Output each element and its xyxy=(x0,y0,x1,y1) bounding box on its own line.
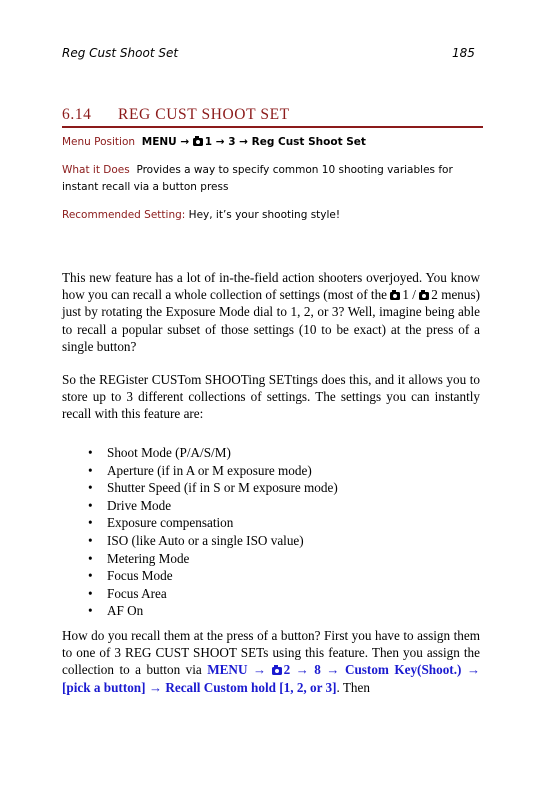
recommended-label: Recommended Setting: xyxy=(62,209,186,221)
paragraph-3-part-d: . Then xyxy=(336,679,370,695)
section-heading xyxy=(62,106,483,124)
list-item: • Focus Area xyxy=(88,585,338,603)
menu-position-path-end: 1 → 3 → Reg Cust Shoot Set xyxy=(204,136,366,148)
list-item: • Shoot Mode (P/A/S/M) xyxy=(88,444,338,462)
section-number: 6.14 xyxy=(62,106,92,123)
page-number: 185 xyxy=(452,46,475,60)
settings-bullet-list xyxy=(88,444,338,620)
list-item: • Focus Mode xyxy=(88,567,338,585)
what-it-does-label: What it Does xyxy=(62,164,130,176)
paragraph-1-part-a: This new feature has a lot of in-the-field action shooters overjoyed. You know how you can recall a whole collection of settings (most of the xyxy=(62,270,480,303)
recommended-setting xyxy=(62,207,482,224)
paragraph-1-part-c: 2 menus) just by rotating the Exposure Mode dial to 1, 2, or 3? Well, imagine being able to recall a popular subset of those settings (10 to be exact) at the press of a single button? xyxy=(62,287,481,354)
camera-icon xyxy=(272,667,282,675)
paragraph-3-part-a: How do you recall them at the press of a button? First you have to assign them to one of 3 REG CUST SHOOT SETs using this feature. Then you assign the collection to a button via xyxy=(62,628,480,678)
running-header-title: Reg Cust Shoot Set xyxy=(62,46,179,60)
list-item: • AF On xyxy=(88,602,338,620)
menu-position-line xyxy=(62,134,482,151)
list-item: • ISO (like Auto or a single ISO value) xyxy=(88,532,338,550)
list-item: • Metering Mode xyxy=(88,550,338,568)
what-it-does xyxy=(62,162,482,196)
what-it-does-text: Provides a way to specify common 10 shooting variables for instant recall via a button press xyxy=(62,164,453,193)
list-item: • Shutter Speed (if in S or M exposure mode) xyxy=(88,479,338,497)
camera-icon xyxy=(419,292,429,300)
paragraph-3 xyxy=(62,627,480,696)
section-rule xyxy=(62,126,483,128)
recommended-text: Hey, it’s your shooting style! xyxy=(188,209,341,221)
paragraph-1 xyxy=(62,269,480,355)
camera-icon xyxy=(193,138,203,146)
menu-position-path-start: MENU → xyxy=(141,136,190,148)
menu-path-start: MENU → xyxy=(207,662,267,678)
paragraph-1-part-b: 1 / xyxy=(402,287,416,303)
menu-path-end: 2 → 8 → Custom Key(Shoot.) → [pick a button] → Recall Custom hold [1, 2, or 3] xyxy=(62,662,481,695)
list-item: • Drive Mode xyxy=(88,497,338,515)
section-title: REG CUST SHOOT SET xyxy=(118,106,290,123)
list-item: • Aperture (if in A or M exposure mode) xyxy=(88,462,338,480)
camera-icon xyxy=(390,292,400,300)
menu-position-label: Menu Position xyxy=(62,136,136,148)
list-item: • Exposure compensation xyxy=(88,514,338,532)
paragraph-2: So the REGister CUSTom SHOOTing SETtings does this, and it allows you to store up to 3 different collections of settings. The settings you can instantly recall with this feature are: xyxy=(62,372,480,422)
